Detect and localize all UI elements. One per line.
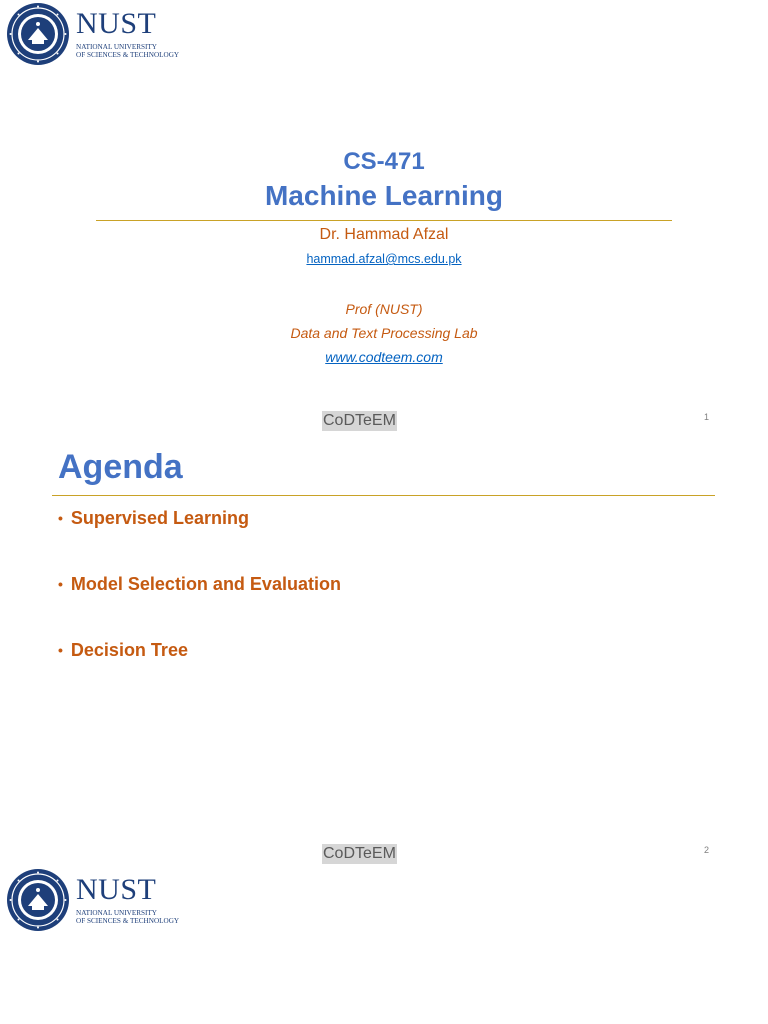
bullet-icon: • (58, 510, 63, 526)
title-divider (96, 220, 672, 221)
agenda-item-label: Decision Tree (70, 640, 188, 660)
author-name: Dr. Hammad Afzal (319, 226, 449, 243)
logo-subtitle-line1: NATIONAL UNIVERSITY (76, 42, 157, 51)
agenda-item-label: Model Selection and Evaluation (70, 574, 341, 594)
nust-seal-icon (6, 868, 70, 932)
agenda-item (58, 572, 341, 638)
bullet-icon: • (58, 642, 63, 658)
next-slide-partial (0, 868, 768, 1024)
website-link[interactable]: www.codteem.com (325, 349, 443, 365)
logo-wordmark: NUST (76, 872, 157, 906)
agenda-divider (52, 495, 715, 496)
logo-wordmark: NUST (76, 6, 157, 40)
nust-logo (6, 868, 179, 932)
page-number: 2 (704, 845, 710, 855)
agenda-list (58, 506, 341, 704)
nust-logo (6, 2, 179, 66)
course-code: CS-471 (343, 148, 425, 175)
nust-seal-icon (6, 2, 70, 66)
lab-name: Data and Text Processing Lab (290, 325, 478, 341)
footer-brand: CoDTeEM (323, 845, 396, 862)
author-email-link[interactable]: hammad.afzal@mcs.edu.pk (306, 252, 462, 266)
agenda-title: Agenda (58, 448, 183, 486)
bullet-icon: • (58, 576, 63, 592)
agenda-slide (0, 434, 768, 868)
logo-subtitle-line2: OF SCIENCES & TECHNOLOGY (76, 917, 180, 925)
logo-subtitle-line1: NATIONAL UNIVERSITY (76, 908, 157, 917)
title-slide (0, 0, 768, 434)
agenda-item-label: Supervised Learning (70, 508, 249, 528)
page-number: 1 (704, 412, 710, 422)
course-title: Machine Learning (264, 180, 504, 211)
logo-subtitle-line2: OF SCIENCES & TECHNOLOGY (76, 51, 180, 59)
agenda-item (58, 506, 341, 572)
author-role: Prof (NUST) (345, 301, 423, 317)
footer-brand: CoDTeEM (323, 412, 396, 429)
agenda-item (58, 638, 341, 704)
